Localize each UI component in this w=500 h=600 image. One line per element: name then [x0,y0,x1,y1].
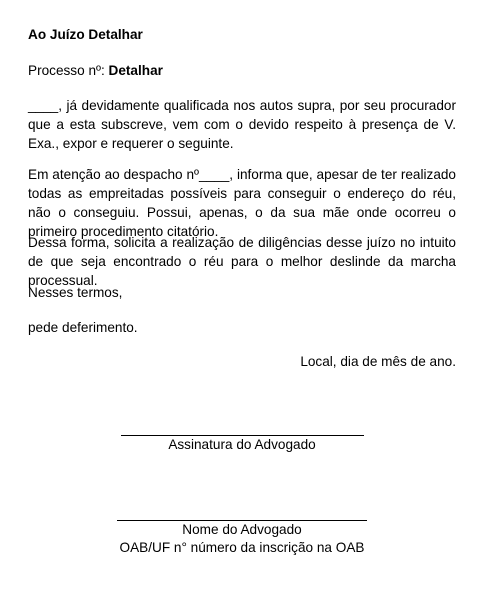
processo-label: Processo nº: [28,63,109,78]
paragraph-despacho: Em atenção ao despacho nº____, informa que, apesar de ter realizado todas as empreitadas possíveis para conseguir o endereço do réu, não o conseguiu. Possui, apenas, o da sua mãe onde ocorreu o primeiro procedimento citatório. [28,167,456,239]
signature-label: Assinatura do Advogado [168,437,316,452]
closing-request: pede deferimento. [28,320,138,335]
paragraph-intro: ____, já devidamente qualificada nos autos supra, por seu procurador que a esta subscreve, vem com o devido respeito à presença de V. Exa., expor e requerer o seguinte. [28,98,456,151]
lawyer-oab: OAB/UF n° número da inscrição na OAB [119,540,365,555]
signature-block [28,435,456,454]
processo-line [28,62,163,80]
paragraph-request: Dessa forma, solicita a realização de diligências desse juízo no intuito de que seja encontrado o réu para o melhor deslinde da marcha processual. [28,235,456,288]
closing-terms: Nesses termos, [28,285,123,300]
place-date: Local, dia de mês de ano. [300,354,456,369]
heading: Ao Juízo Detalhar [28,27,143,42]
lawyer-block [28,520,456,557]
processo-value: Detalhar [108,63,163,78]
lawyer-name: Nome do Advogado [182,522,302,537]
